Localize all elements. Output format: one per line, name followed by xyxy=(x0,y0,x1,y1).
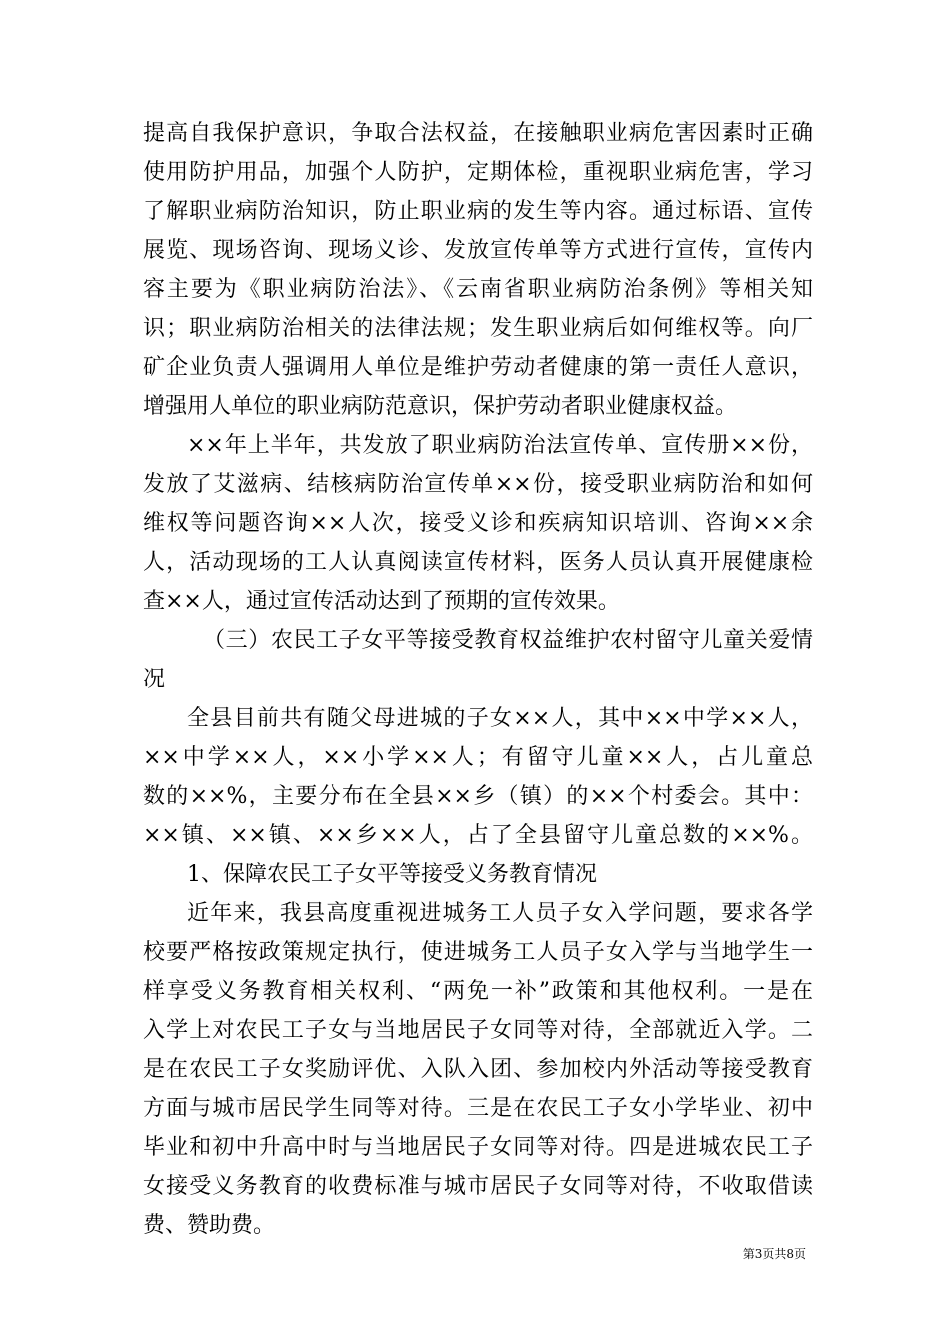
text-line: 样享受义务教育相关权利、“两免一补”政策和其他权利。一是在 xyxy=(143,979,813,1004)
text-line: 入学上对农民工子女与当地居民子女同等对待，全部就近入学。二 xyxy=(143,1018,813,1043)
text-line: 方面与城市居民学生同等对待。三是在农民工子女小学毕业、初中 xyxy=(143,1096,813,1121)
text-line: 全县目前共有随父母进城的子女××人，其中××中学××人， xyxy=(187,706,813,731)
text-line: 女接受义务教育的收费标准与城市居民子女同等对待，不收取借读 xyxy=(143,1174,813,1199)
text-line: 增强用人单位的职业病防范意识，保护劳动者职业健康权益。 xyxy=(143,394,738,419)
text-line: 维权等问题咨询××人次，接受义诊和疾病知识培训、咨询××余 xyxy=(143,511,813,536)
text-line: ××中学××人，××小学××人；有留守儿童××人，占儿童总 xyxy=(143,745,813,770)
text-line: ××镇、××镇、××乡××人，占了全县留守儿童总数的××%。 xyxy=(143,823,813,848)
text-line: 是在农民工子女奖励评优、入队入团、参加校内外活动等接受教育 xyxy=(143,1057,813,1082)
text-line: 提高自我保护意识，争取合法权益，在接触职业病危害因素时正确 xyxy=(143,121,813,146)
text-line: 了解职业病防治知识，防止职业病的发生等内容。通过标语、宣传 xyxy=(143,199,813,224)
paragraph-occupational-disease-awareness xyxy=(143,114,813,426)
text-line: ××年上半年，共发放了职业病防治法宣传单、宣传册××份， xyxy=(187,433,813,458)
text-line: 毕业和初中升高中时与当地居民子女同等对待。四是进城农民工子 xyxy=(143,1135,813,1160)
text-line: 近年来，我县高度重视进城务工人员子女入学问题，要求各学 xyxy=(187,901,813,926)
text-line: 查××人，通过宣传活动达到了预期的宣传效果。 xyxy=(143,589,620,614)
section-heading-migrant-children xyxy=(143,621,813,699)
text-line: 发放了艾滋病、结核病防治宣传单××份，接受职业病防治和如何 xyxy=(143,472,813,497)
text-line: 使用防护用品，加强个人防护，定期体检，重视职业病危害，学习 xyxy=(143,160,813,185)
text-line: 人，活动现场的工人认真阅读宣传材料，医务人员认真开展健康检 xyxy=(143,550,813,575)
text-line: 数的××%，主要分布在全县××乡（镇）的××个村委会。其中： xyxy=(143,784,813,809)
section-heading: （三）农民工子女平等接受教育权益维护农村留守儿童关爱情 xyxy=(203,628,813,653)
text-line: 展览、现场咨询、现场义诊、发放宣传单等方式进行宣传，宣传内 xyxy=(143,238,813,263)
paragraph-education-measures xyxy=(143,894,813,1245)
text-line: 容主要为《职业病防治法》、《云南省职业病防治条例》等相关知 xyxy=(143,277,813,302)
paragraph-half-year-statistics xyxy=(143,426,813,621)
paragraph-county-children-overview xyxy=(143,699,813,855)
subsection-heading: 1、保障农民工子女平等接受义务教育情况 xyxy=(187,862,597,887)
text-line: 矿企业负责人强调用人单位是维护劳动者健康的第一责任人意识， xyxy=(143,355,813,380)
text-line: 费、赞助费。 xyxy=(143,1213,276,1238)
text-line: 校要严格按政策规定执行，使进城务工人员子女入学与当地学生一 xyxy=(143,940,813,965)
subheading-compulsory-education xyxy=(143,855,813,894)
page-number: 第3页共8页 xyxy=(742,1247,806,1261)
text-line: 识；职业病防治相关的法律法规；发生职业病后如何维权等。向厂 xyxy=(143,316,813,341)
document-body xyxy=(143,114,813,1245)
section-heading: 况 xyxy=(143,667,166,692)
